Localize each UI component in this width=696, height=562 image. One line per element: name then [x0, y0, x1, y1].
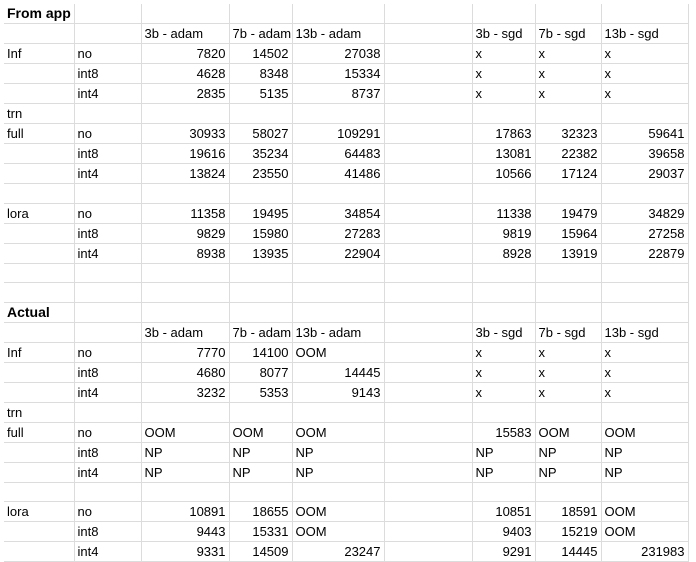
cell[interactable]: [4, 144, 74, 164]
cell[interactable]: [229, 402, 292, 422]
cell[interactable]: 4628: [141, 64, 229, 84]
cell[interactable]: int4: [74, 462, 141, 482]
cell[interactable]: 32323: [535, 124, 601, 144]
cell[interactable]: [74, 283, 141, 303]
cell[interactable]: [601, 263, 688, 283]
cell[interactable]: [4, 243, 74, 263]
section-title[interactable]: Actual: [4, 302, 74, 322]
column-header-row: [4, 24, 688, 44]
section-title[interactable]: From app: [4, 4, 74, 24]
cell[interactable]: x: [535, 382, 601, 402]
cell[interactable]: int4: [74, 382, 141, 402]
cell[interactable]: [601, 482, 688, 502]
cell[interactable]: [4, 362, 74, 382]
cell[interactable]: no: [74, 502, 141, 522]
column-header[interactable]: 13b - adam: [292, 322, 384, 342]
cell[interactable]: 39658: [601, 144, 688, 164]
column-header[interactable]: [384, 24, 472, 44]
cell[interactable]: [601, 4, 688, 24]
cell[interactable]: x: [535, 362, 601, 382]
cell[interactable]: 109291: [292, 124, 384, 144]
cell[interactable]: x: [535, 44, 601, 64]
cell[interactable]: int8: [74, 223, 141, 243]
cell[interactable]: int8: [74, 362, 141, 382]
table-row: [4, 462, 688, 482]
cell[interactable]: [472, 402, 535, 422]
cell[interactable]: 18655: [229, 502, 292, 522]
cell[interactable]: 9403: [472, 522, 535, 542]
table-row: [4, 243, 688, 263]
cell[interactable]: 10566: [472, 164, 535, 184]
cell[interactable]: [384, 263, 472, 283]
cell[interactable]: 5135: [229, 84, 292, 104]
cell[interactable]: NP: [292, 462, 384, 482]
cell[interactable]: full: [4, 422, 74, 442]
cell[interactable]: 27038: [292, 44, 384, 64]
cell[interactable]: [384, 422, 472, 442]
cell[interactable]: 27258: [601, 223, 688, 243]
cell[interactable]: x: [472, 64, 535, 84]
cell[interactable]: [384, 442, 472, 462]
cell[interactable]: 13081: [472, 144, 535, 164]
cell[interactable]: [4, 263, 74, 283]
cell[interactable]: [601, 104, 688, 124]
cell[interactable]: [4, 184, 74, 204]
cell[interactable]: 8737: [292, 84, 384, 104]
cell[interactable]: [229, 302, 292, 322]
cell[interactable]: [4, 462, 74, 482]
cell[interactable]: int8: [74, 144, 141, 164]
cell[interactable]: Inf: [4, 342, 74, 362]
cell[interactable]: 8938: [141, 243, 229, 263]
cell[interactable]: [384, 184, 472, 204]
column-header[interactable]: 3b - adam: [141, 24, 229, 44]
cell[interactable]: 14502: [229, 44, 292, 64]
cell[interactable]: int8: [74, 64, 141, 84]
cell[interactable]: 18591: [535, 502, 601, 522]
cell[interactable]: OOM: [601, 522, 688, 542]
cell[interactable]: 9443: [141, 522, 229, 542]
cell[interactable]: [384, 64, 472, 84]
cell[interactable]: 14445: [292, 362, 384, 382]
column-header[interactable]: [4, 24, 74, 44]
table-row: [4, 203, 688, 223]
cell[interactable]: [535, 4, 601, 24]
cell[interactable]: [384, 243, 472, 263]
cell[interactable]: [535, 402, 601, 422]
cell[interactable]: 15980: [229, 223, 292, 243]
cell[interactable]: [472, 104, 535, 124]
cell[interactable]: no: [74, 203, 141, 223]
cell[interactable]: 23247: [292, 542, 384, 562]
cell[interactable]: NP: [292, 442, 384, 462]
cell[interactable]: 15331: [229, 522, 292, 542]
table-row: [4, 283, 688, 303]
cell[interactable]: no: [74, 422, 141, 442]
cell[interactable]: [472, 482, 535, 502]
cell[interactable]: 22879: [601, 243, 688, 263]
cell[interactable]: [472, 4, 535, 24]
cell[interactable]: no: [74, 44, 141, 64]
cell[interactable]: [384, 522, 472, 542]
column-header-row: [4, 322, 688, 342]
cell[interactable]: 17124: [535, 164, 601, 184]
cell[interactable]: 34854: [292, 203, 384, 223]
cell[interactable]: [384, 502, 472, 522]
cell[interactable]: 7820: [141, 44, 229, 64]
cell[interactable]: no: [74, 124, 141, 144]
cell[interactable]: [292, 263, 384, 283]
column-header[interactable]: 13b - sgd: [601, 24, 688, 44]
cell[interactable]: lora: [4, 502, 74, 522]
cell[interactable]: NP: [535, 442, 601, 462]
cell[interactable]: x: [535, 84, 601, 104]
column-header[interactable]: 3b - adam: [141, 322, 229, 342]
cell[interactable]: [292, 302, 384, 322]
cell[interactable]: [4, 542, 74, 562]
cell[interactable]: 11358: [141, 203, 229, 223]
cell[interactable]: OOM: [292, 342, 384, 362]
cell[interactable]: [4, 223, 74, 243]
section-title-row: [4, 302, 688, 322]
cell[interactable]: [535, 104, 601, 124]
cell[interactable]: NP: [141, 462, 229, 482]
cell[interactable]: NP: [535, 462, 601, 482]
cell[interactable]: x: [601, 362, 688, 382]
cell[interactable]: [535, 482, 601, 502]
cell[interactable]: 58027: [229, 124, 292, 144]
cell[interactable]: 15964: [535, 223, 601, 243]
table-row: [4, 342, 688, 362]
cell[interactable]: [535, 263, 601, 283]
cell[interactable]: [4, 482, 74, 502]
cell[interactable]: [141, 302, 229, 322]
cell[interactable]: [292, 4, 384, 24]
cell[interactable]: 41486: [292, 164, 384, 184]
cell[interactable]: OOM: [229, 422, 292, 442]
column-header[interactable]: 3b - sgd: [472, 24, 535, 44]
table-row: [4, 164, 688, 184]
table-row: [4, 522, 688, 542]
cell[interactable]: [384, 44, 472, 64]
column-header[interactable]: [74, 24, 141, 44]
cell[interactable]: [535, 283, 601, 303]
cell[interactable]: x: [601, 382, 688, 402]
cell[interactable]: OOM: [535, 422, 601, 442]
table-row: [4, 263, 688, 283]
cell[interactable]: [384, 302, 472, 322]
cell[interactable]: x: [601, 44, 688, 64]
cell[interactable]: [292, 402, 384, 422]
cell[interactable]: [384, 342, 472, 362]
table-row: [4, 382, 688, 402]
cell[interactable]: Inf: [4, 44, 74, 64]
cell[interactable]: 34829: [601, 203, 688, 223]
cell[interactable]: [229, 184, 292, 204]
cell[interactable]: OOM: [292, 502, 384, 522]
cell[interactable]: [74, 302, 141, 322]
cell[interactable]: x: [535, 342, 601, 362]
cell[interactable]: [384, 402, 472, 422]
cell[interactable]: 15334: [292, 64, 384, 84]
cell[interactable]: [229, 263, 292, 283]
table-row: [4, 422, 688, 442]
cell[interactable]: 9829: [141, 223, 229, 243]
cell[interactable]: [141, 402, 229, 422]
cell[interactable]: [74, 184, 141, 204]
cell[interactable]: [384, 144, 472, 164]
cell[interactable]: [74, 4, 141, 24]
cell[interactable]: [4, 522, 74, 542]
cell[interactable]: OOM: [292, 522, 384, 542]
cell[interactable]: 11338: [472, 203, 535, 223]
cell[interactable]: 17863: [472, 124, 535, 144]
cell[interactable]: 9819: [472, 223, 535, 243]
cell[interactable]: [601, 184, 688, 204]
cell[interactable]: [601, 402, 688, 422]
cell[interactable]: [4, 164, 74, 184]
cell[interactable]: [4, 84, 74, 104]
table-row: [4, 442, 688, 462]
cell[interactable]: [74, 482, 141, 502]
cell[interactable]: 9291: [472, 542, 535, 562]
table-row: [4, 184, 688, 204]
table-row: [4, 84, 688, 104]
table-row: [4, 144, 688, 164]
table-row: [4, 402, 688, 422]
cell[interactable]: int4: [74, 84, 141, 104]
cell[interactable]: 231983: [601, 542, 688, 562]
cell[interactable]: OOM: [601, 422, 688, 442]
cell[interactable]: [535, 184, 601, 204]
cell[interactable]: [472, 302, 535, 322]
cell[interactable]: [229, 4, 292, 24]
cell[interactable]: 9143: [292, 382, 384, 402]
cell[interactable]: [74, 104, 141, 124]
cell[interactable]: int4: [74, 164, 141, 184]
cell[interactable]: 15219: [535, 522, 601, 542]
cell[interactable]: [141, 4, 229, 24]
cell[interactable]: 27283: [292, 223, 384, 243]
cell[interactable]: 7770: [141, 342, 229, 362]
cell[interactable]: [74, 402, 141, 422]
cell[interactable]: 14445: [535, 542, 601, 562]
table-row: [4, 44, 688, 64]
spreadsheet-grid: [4, 4, 689, 562]
cell[interactable]: OOM: [292, 422, 384, 442]
cell[interactable]: [472, 263, 535, 283]
cell[interactable]: no: [74, 342, 141, 362]
cell[interactable]: 15583: [472, 422, 535, 442]
column-header[interactable]: 7b - adam: [229, 322, 292, 342]
cell[interactable]: [292, 184, 384, 204]
cell[interactable]: [141, 104, 229, 124]
cell[interactable]: x: [472, 84, 535, 104]
table-row: [4, 124, 688, 144]
cell[interactable]: [384, 382, 472, 402]
cell[interactable]: 23550: [229, 164, 292, 184]
cell[interactable]: 3232: [141, 382, 229, 402]
column-header[interactable]: [74, 322, 141, 342]
cell[interactable]: 14100: [229, 342, 292, 362]
table-row: [4, 482, 688, 502]
cell[interactable]: 10891: [141, 502, 229, 522]
cell[interactable]: [384, 462, 472, 482]
cell[interactable]: 29037: [601, 164, 688, 184]
cell[interactable]: 14509: [229, 542, 292, 562]
cell[interactable]: [384, 223, 472, 243]
cell[interactable]: x: [472, 44, 535, 64]
cell[interactable]: 13919: [535, 243, 601, 263]
cell[interactable]: 30933: [141, 124, 229, 144]
cell[interactable]: x: [472, 382, 535, 402]
column-header[interactable]: 13b - sgd: [601, 322, 688, 342]
cell[interactable]: 4680: [141, 362, 229, 382]
cell[interactable]: NP: [141, 442, 229, 462]
cell[interactable]: lora: [4, 203, 74, 223]
cell[interactable]: [472, 283, 535, 303]
cell[interactable]: 13935: [229, 243, 292, 263]
cell[interactable]: 2835: [141, 84, 229, 104]
cell[interactable]: NP: [472, 462, 535, 482]
cell[interactable]: x: [601, 84, 688, 104]
cell[interactable]: [292, 283, 384, 303]
cell[interactable]: [292, 482, 384, 502]
cell[interactable]: x: [472, 342, 535, 362]
cell[interactable]: [601, 302, 688, 322]
cell[interactable]: 8928: [472, 243, 535, 263]
column-header[interactable]: [4, 322, 74, 342]
cell[interactable]: [229, 104, 292, 124]
cell[interactable]: [535, 302, 601, 322]
table-row: [4, 362, 688, 382]
cell[interactable]: x: [535, 64, 601, 84]
cell[interactable]: [229, 283, 292, 303]
cell[interactable]: [292, 104, 384, 124]
cell[interactable]: [384, 104, 472, 124]
cell[interactable]: 5353: [229, 382, 292, 402]
cell[interactable]: x: [601, 342, 688, 362]
cell[interactable]: [229, 482, 292, 502]
cell[interactable]: NP: [472, 442, 535, 462]
cell[interactable]: [4, 442, 74, 462]
cell[interactable]: 8077: [229, 362, 292, 382]
cell[interactable]: NP: [601, 462, 688, 482]
cell[interactable]: OOM: [141, 422, 229, 442]
cell[interactable]: 9331: [141, 542, 229, 562]
cell[interactable]: 19479: [535, 203, 601, 223]
table-row: [4, 223, 688, 243]
cell[interactable]: full: [4, 124, 74, 144]
cell[interactable]: NP: [229, 442, 292, 462]
column-header[interactable]: 7b - sgd: [535, 322, 601, 342]
cell[interactable]: 59641: [601, 124, 688, 144]
cell[interactable]: [384, 362, 472, 382]
cell[interactable]: [4, 64, 74, 84]
cell[interactable]: [384, 482, 472, 502]
cell[interactable]: trn: [4, 104, 74, 124]
cell[interactable]: x: [472, 362, 535, 382]
cell[interactable]: int8: [74, 522, 141, 542]
cell[interactable]: [4, 283, 74, 303]
cell[interactable]: [4, 382, 74, 402]
cell[interactable]: int8: [74, 442, 141, 462]
column-header[interactable]: 3b - sgd: [472, 322, 535, 342]
cell[interactable]: int4: [74, 243, 141, 263]
cell[interactable]: [74, 263, 141, 283]
cell[interactable]: NP: [601, 442, 688, 462]
cell[interactable]: [384, 164, 472, 184]
cell[interactable]: x: [601, 64, 688, 84]
column-header[interactable]: 13b - adam: [292, 24, 384, 44]
cell[interactable]: 22382: [535, 144, 601, 164]
cell[interactable]: [384, 4, 472, 24]
cell[interactable]: [141, 482, 229, 502]
column-header[interactable]: 7b - adam: [229, 24, 292, 44]
table-row: [4, 104, 688, 124]
table-row: [4, 64, 688, 84]
cell[interactable]: trn: [4, 402, 74, 422]
cell[interactable]: 19616: [141, 144, 229, 164]
cell[interactable]: [141, 184, 229, 204]
table-row: [4, 502, 688, 522]
cell[interactable]: [472, 184, 535, 204]
column-header[interactable]: 7b - sgd: [535, 24, 601, 44]
cell[interactable]: OOM: [601, 502, 688, 522]
cell[interactable]: [384, 203, 472, 223]
cell[interactable]: 22904: [292, 243, 384, 263]
cell[interactable]: [384, 542, 472, 562]
cell[interactable]: 13824: [141, 164, 229, 184]
cell[interactable]: [384, 84, 472, 104]
cell[interactable]: 19495: [229, 203, 292, 223]
cell[interactable]: 64483: [292, 144, 384, 164]
column-header[interactable]: [384, 322, 472, 342]
table-row: [4, 542, 688, 562]
cell[interactable]: [384, 124, 472, 144]
section-title-row: [4, 4, 688, 24]
cell[interactable]: 10851: [472, 502, 535, 522]
cell[interactable]: [601, 283, 688, 303]
cell[interactable]: 8348: [229, 64, 292, 84]
cell[interactable]: [141, 283, 229, 303]
cell[interactable]: [384, 283, 472, 303]
cell[interactable]: 35234: [229, 144, 292, 164]
cell[interactable]: int4: [74, 542, 141, 562]
cell[interactable]: [141, 263, 229, 283]
cell[interactable]: NP: [229, 462, 292, 482]
